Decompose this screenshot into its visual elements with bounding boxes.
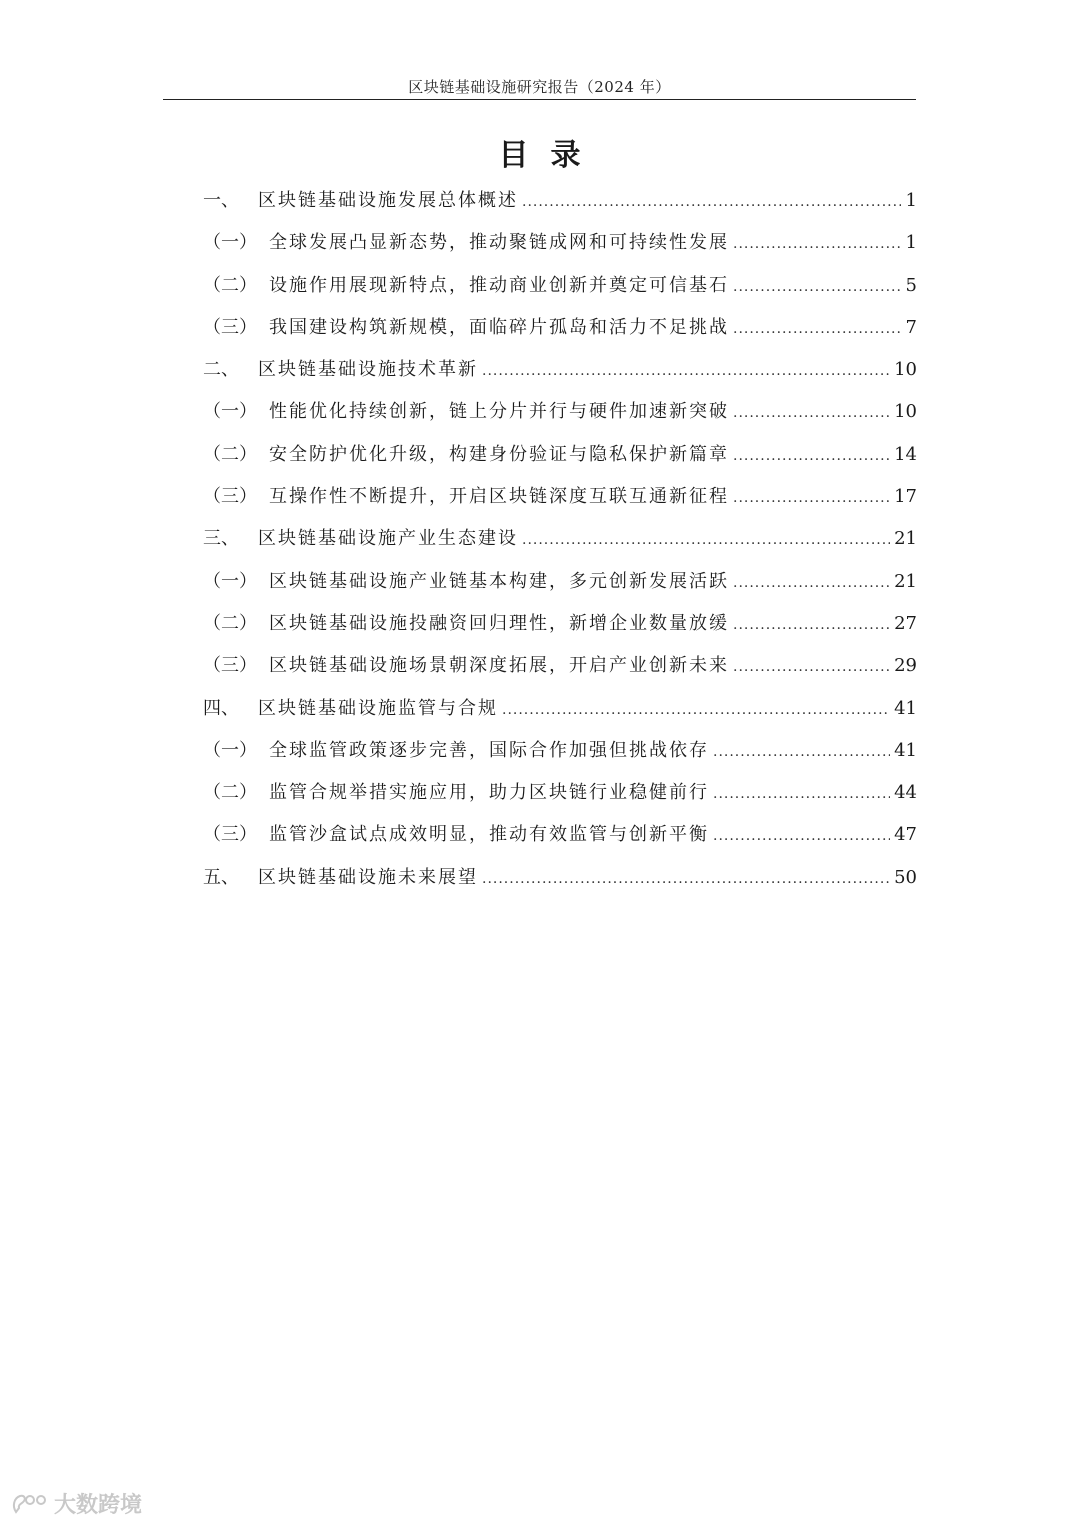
toc-entry-number: （三） [203, 824, 257, 846]
toc-entry-label: 设施作用展现新特点，推动商业创新并奠定可信基石 [269, 274, 729, 296]
toc-entry-label: 监管合规举措实施应用，助力区块链行业稳健前行 [269, 782, 709, 804]
toc-section-entry[interactable] [203, 222, 917, 264]
toc-entry-number: （二） [203, 782, 257, 804]
toc-dot-leader [482, 350, 890, 392]
toc-entry-label: 安全防护优化升级，构建身份验证与隐私保护新篇章 [269, 443, 729, 465]
toc-dot-leader [733, 266, 901, 308]
toc-entry-number: （一） [203, 570, 257, 592]
toc-entry-label: 区块链基础设施产业链基本构建，多元创新发展活跃 [269, 570, 729, 592]
toc-entry-label: 区块链基础设施场景朝深度拓展，开启产业创新未来 [269, 655, 729, 677]
toc-section-entry[interactable] [203, 434, 917, 476]
toc-page-number: 7 [905, 316, 917, 338]
toc-chapter-entry[interactable] [203, 180, 917, 222]
toc-page-number: 10 [894, 359, 917, 381]
toc-entry-number: （一） [203, 739, 257, 761]
toc-entry-number: （一） [203, 232, 257, 254]
toc-entry-label: 全球发展凸显新态势，推动聚链成网和可持续性发展 [269, 232, 729, 254]
toc-dot-leader [733, 435, 890, 477]
toc-entry-label: 全球监管政策逐步完善，国际合作加强但挑战依存 [269, 739, 709, 761]
toc-dot-leader [733, 562, 890, 604]
toc-entry-label: 监管沙盒试点成效明显，推动有效监管与创新平衡 [269, 824, 709, 846]
toc-page-number: 47 [894, 824, 917, 846]
table-of-contents [203, 180, 917, 899]
toc-section-entry[interactable] [203, 307, 917, 349]
toc-entry-label: 性能优化持续创新，链上分片并行与硬件加速新突破 [269, 401, 729, 423]
toc-entry-label: 区块链基础设施发展总体概述 [258, 190, 518, 211]
toc-section-entry[interactable] [203, 265, 917, 307]
toc-chapter-entry[interactable] [203, 857, 917, 899]
toc-entry-number: 三、 [203, 528, 239, 550]
toc-entry-label: 区块链基础设施监管与合规 [258, 697, 498, 719]
toc-section-entry[interactable] [203, 645, 917, 687]
toc-dot-leader [733, 308, 901, 350]
toc-chapter-entry[interactable] [203, 349, 917, 391]
brand-logo-icon [10, 1492, 50, 1516]
toc-entry-label: 区块链基础设施未来展望 [258, 866, 478, 888]
toc-dot-leader [713, 773, 890, 815]
header-divider [163, 99, 916, 100]
toc-entry-number: 二、 [203, 359, 239, 381]
toc-page-number: 50 [894, 866, 917, 888]
toc-page-number: 10 [894, 401, 917, 423]
toc-dot-leader [733, 223, 901, 265]
toc-entry-number: （二） [203, 443, 257, 465]
running-header: 区块链基础设施研究报告（2024 年） [408, 78, 671, 96]
toc-entry-number: 四、 [203, 697, 239, 719]
toc-entry-label: 区块链基础设施技术革新 [258, 359, 478, 381]
toc-dot-leader [482, 858, 890, 900]
toc-dot-leader [733, 392, 890, 434]
watermark-text: 大数跨境 [54, 1493, 143, 1518]
toc-entry-label: 互操作性不断提升，开启区块链深度互联互通新征程 [269, 486, 729, 508]
toc-page-number: 5 [905, 274, 917, 296]
toc-entry-label: 我国建设构筑新规模，面临碎片孤岛和活力不足挑战 [269, 316, 729, 338]
toc-page-number: 21 [894, 528, 917, 550]
toc-entry-number: （一） [203, 401, 257, 423]
toc-dot-leader [502, 689, 890, 731]
toc-page-number: 17 [894, 486, 917, 508]
toc-entry-number: 一、 [203, 190, 239, 211]
toc-entry-number: （三） [203, 316, 257, 338]
toc-entry-number: （二） [203, 274, 257, 296]
toc-section-entry[interactable] [203, 603, 917, 645]
toc-section-entry[interactable] [203, 561, 917, 603]
toc-page-number: 44 [894, 782, 917, 804]
toc-entry-number: （三） [203, 486, 257, 508]
toc-page-number: 41 [894, 739, 917, 761]
toc-page-number: 14 [894, 443, 917, 465]
toc-entry-number: （二） [203, 612, 257, 634]
toc-page-number: 27 [894, 612, 917, 634]
toc-chapter-entry[interactable] [203, 688, 917, 730]
toc-dot-leader [733, 604, 890, 646]
toc-title: 目录 [498, 138, 603, 173]
toc-dot-leader [733, 646, 890, 688]
toc-page-number: 1 [905, 190, 917, 211]
toc-dot-leader [713, 731, 890, 773]
toc-page-number: 41 [894, 697, 917, 719]
toc-dot-leader [522, 519, 890, 561]
toc-section-entry[interactable] [203, 391, 917, 433]
toc-section-entry[interactable] [203, 772, 917, 814]
toc-chapter-entry[interactable] [203, 518, 917, 560]
toc-page-number: 1 [905, 232, 917, 254]
toc-entry-label: 区块链基础设施投融资回归理性，新增企业数量放缓 [269, 612, 729, 634]
toc-entry-number: 五、 [203, 866, 239, 888]
toc-entry-number: （三） [203, 655, 257, 677]
toc-section-entry[interactable] [203, 730, 917, 772]
toc-page-number: 21 [894, 570, 917, 592]
toc-section-entry[interactable] [203, 814, 917, 856]
toc-entry-label: 区块链基础设施产业生态建设 [258, 528, 518, 550]
toc-dot-leader [713, 815, 890, 857]
toc-dot-leader [733, 477, 890, 519]
watermark [10, 1488, 142, 1519]
toc-dot-leader [522, 181, 901, 223]
toc-section-entry[interactable] [203, 476, 917, 518]
toc-page-number: 29 [894, 655, 917, 677]
